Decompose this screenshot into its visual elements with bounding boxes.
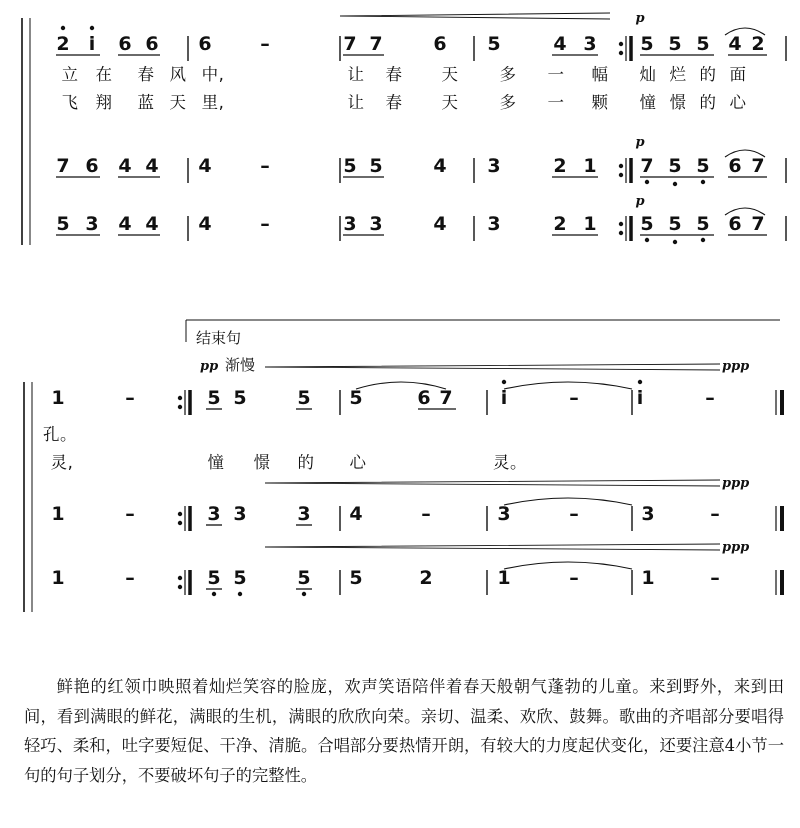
note-s1-alto: 3 — [487, 155, 501, 177]
note-s1-alto: 1 — [583, 155, 597, 177]
note-s1-alto: 5 — [343, 155, 357, 177]
hairpin — [265, 364, 720, 370]
note-s2-soprano: 1 — [51, 387, 65, 409]
lyric-verse1: 立 — [61, 65, 79, 84]
note-s2-bass: 5 — [233, 567, 247, 589]
note-s1-bass: 3 — [369, 213, 383, 235]
slur — [356, 382, 446, 389]
note-s1-bass: 5 — [640, 213, 654, 235]
note-s2-soprano: i — [636, 387, 644, 409]
lyric-verse1: 多 — [499, 65, 517, 84]
note-s1-bass: – — [260, 213, 270, 235]
note-s1-soprano: 2 — [56, 33, 70, 55]
octave-dot — [212, 592, 215, 595]
note-s1-soprano: 7 — [343, 33, 357, 55]
lyric-verse2: 蓝 — [137, 93, 155, 112]
note-s1-bass: 4 — [433, 213, 447, 235]
octave-dot — [302, 592, 305, 595]
lyric-verse2: 翔 — [95, 93, 113, 112]
note-s2-alto: 4 — [349, 503, 363, 525]
note-s1-soprano: 7 — [369, 33, 383, 55]
dynamic-p: p — [635, 135, 645, 150]
note-s1-alto: 5 — [369, 155, 383, 177]
note-s1-soprano: 5 — [696, 33, 710, 55]
note-s1-alto: 6 — [85, 155, 99, 177]
lyric-verse2: 天 — [441, 93, 459, 112]
dynamic-pp: pp — [200, 359, 219, 374]
lyric-verse1: 一 — [547, 65, 565, 84]
lyric-verse2: 憧 — [639, 93, 657, 112]
note-s1-bass: 4 — [145, 213, 159, 235]
lyric-verse2: 颗 — [591, 93, 609, 112]
note-s1-soprano: 5 — [487, 33, 501, 55]
note-s2-alto: 3 — [207, 503, 221, 525]
note-s1-alto: – — [260, 155, 270, 177]
note-s2-alto: 3 — [233, 503, 247, 525]
dynamic-ppp: ppp — [722, 359, 750, 374]
note-s1-alto: 7 — [751, 155, 765, 177]
note-s1-alto: 5 — [696, 155, 710, 177]
lyric-verse1: 烂 — [669, 65, 687, 84]
note-s1-alto: 4 — [198, 155, 212, 177]
note-s1-bass: 2 — [553, 213, 567, 235]
note-s2-bass: – — [569, 567, 579, 589]
repeat-dot — [619, 231, 622, 234]
note-s1-bass: 1 — [583, 213, 597, 235]
note-s2-soprano: 5 — [349, 387, 363, 409]
note-s2-soprano: – — [569, 387, 579, 409]
slur — [504, 498, 632, 505]
note-s1-soprano: 3 — [583, 33, 597, 55]
lyric-verse2: 飞 — [61, 93, 79, 112]
note-s1-soprano: 6 — [198, 33, 212, 55]
repeat-dot — [619, 164, 622, 167]
note-s2-alto: 3 — [297, 503, 311, 525]
lyric-verse2: 憬 — [669, 93, 687, 112]
note-s2-soprano: 5 — [233, 387, 247, 409]
note-s1-bass: 6 — [728, 213, 742, 235]
lyric-verse2: 灵。 — [493, 453, 527, 472]
lyric-verse2: 灵, — [50, 453, 74, 472]
note-s1-bass: 7 — [751, 213, 765, 235]
note-s2-soprano: i — [500, 387, 508, 409]
note-s2-alto: – — [569, 503, 579, 525]
note-s1-soprano: 6 — [145, 33, 159, 55]
note-s2-bass: 1 — [497, 567, 511, 589]
note-s2-bass: 5 — [297, 567, 311, 589]
octave-dot — [645, 180, 648, 183]
lyric-verse2: 憬 — [253, 453, 271, 472]
note-s1-alto: 6 — [728, 155, 742, 177]
note-s1-soprano: 5 — [668, 33, 682, 55]
repeat-dot — [178, 512, 181, 515]
repeat-dot — [619, 173, 622, 176]
note-s1-bass: 4 — [198, 213, 212, 235]
dynamic-p: p — [635, 194, 645, 209]
note-s1-bass: 5 — [668, 213, 682, 235]
dynamic-p: p — [635, 11, 645, 26]
note-s2-soprano: 5 — [297, 387, 311, 409]
note-s2-bass: 1 — [641, 567, 655, 589]
lyric-verse2: 心 — [729, 93, 747, 112]
note-s1-bass: 3 — [487, 213, 501, 235]
note-s1-soprano: 4 — [553, 33, 567, 55]
dynamic-ppp: ppp — [722, 476, 750, 491]
note-s1-bass: 5 — [696, 213, 710, 235]
note-s1-bass: 4 — [118, 213, 132, 235]
octave-dot — [61, 26, 64, 29]
note-s2-soprano: – — [705, 387, 715, 409]
note-s2-bass: 2 — [419, 567, 433, 589]
lyric-verse1: 中, — [201, 65, 225, 84]
note-s1-soprano: 6 — [433, 33, 447, 55]
note-s1-soprano: 6 — [118, 33, 132, 55]
note-s1-soprano: 2 — [751, 33, 765, 55]
hairpin — [265, 480, 720, 486]
dynamic-ppp: ppp — [722, 540, 750, 555]
lyric-verse2: 里, — [201, 93, 225, 112]
note-s2-bass: 5 — [207, 567, 221, 589]
lyric-verse1: 春 — [385, 65, 403, 84]
note-s2-soprano: 5 — [207, 387, 221, 409]
repeat-dot — [619, 42, 622, 45]
note-s2-alto: 3 — [497, 503, 511, 525]
score-notes — [43, 11, 765, 589]
repeat-dot — [178, 521, 181, 524]
lyric-verse2: 天 — [169, 93, 187, 112]
note-s1-alto: 7 — [640, 155, 654, 177]
octave-dot — [701, 238, 704, 241]
repeat-dot — [178, 405, 181, 408]
lyric-verse1: 幅 — [591, 65, 609, 84]
note-s1-alto: 4 — [433, 155, 447, 177]
note-s1-soprano: 5 — [640, 33, 654, 55]
octave-dot — [90, 26, 93, 29]
note-s1-bass: 3 — [85, 213, 99, 235]
note-s2-bass: – — [125, 567, 135, 589]
lyric-verse2: 让 — [347, 93, 365, 112]
lyric-verse2: 憧 — [207, 453, 225, 472]
lyric-verse1: 天 — [441, 65, 459, 84]
note-s2-soprano: 7 — [439, 387, 453, 409]
slur — [504, 562, 632, 569]
note-s1-alto: 4 — [118, 155, 132, 177]
note-s1-bass: 3 — [343, 213, 357, 235]
note-s2-alto: 3 — [641, 503, 655, 525]
lyric-verse1: 孔。 — [43, 425, 77, 444]
octave-dot — [645, 238, 648, 241]
note-s1-alto: 2 — [553, 155, 567, 177]
slur — [504, 382, 632, 389]
lyric-verse2: 一 — [547, 93, 565, 112]
note-s2-alto: – — [125, 503, 135, 525]
note-s2-soprano: – — [125, 387, 135, 409]
lyric-verse1: 面 — [729, 65, 747, 84]
note-s1-bass: 5 — [56, 213, 70, 235]
note-s2-bass: – — [710, 567, 720, 589]
note-s2-alto: 1 — [51, 503, 65, 525]
lyric-verse2: 心 — [349, 453, 367, 472]
repeat-dot — [619, 51, 622, 54]
note-s1-soprano: – — [260, 33, 270, 55]
note-s1-alto: 5 — [668, 155, 682, 177]
octave-dot — [673, 182, 676, 185]
note-s1-alto: 7 — [56, 155, 70, 177]
octave-dot — [638, 380, 641, 383]
tempo-marking: 渐慢 — [225, 356, 256, 374]
lyric-verse2: 多 — [499, 93, 517, 112]
octave-dot — [238, 592, 241, 595]
repeat-dot — [619, 222, 622, 225]
lyric-verse1: 的 — [699, 65, 717, 84]
hairpin — [265, 544, 720, 550]
repeat-dot — [178, 396, 181, 399]
lyric-verse1: 让 — [347, 65, 365, 84]
note-s1-soprano: i — [88, 33, 96, 55]
note-s2-bass: 5 — [349, 567, 363, 589]
lyric-verse1: 灿 — [639, 65, 657, 84]
lyric-verse1: 风 — [169, 65, 187, 84]
repeat-dot — [178, 576, 181, 579]
note-s1-soprano: 4 — [728, 33, 742, 55]
hairpin — [340, 13, 610, 19]
note-s2-soprano: 6 — [417, 387, 431, 409]
note-s2-alto: – — [421, 503, 431, 525]
lyric-verse1: 在 — [95, 65, 113, 84]
section-label: 结束句 — [196, 329, 242, 347]
repeat-dot — [178, 585, 181, 588]
octave-dot — [701, 180, 704, 183]
lyric-verse2: 春 — [385, 93, 403, 112]
octave-dot — [502, 380, 505, 383]
note-s1-alto: 4 — [145, 155, 159, 177]
lyric-verse2: 的 — [699, 93, 717, 112]
lyric-verse2: 的 — [297, 453, 315, 472]
commentary-text: 鲜艳的红领巾映照着灿烂笑容的脸庞，欢声笑语陪伴着春天般朝气蓬勃的儿童。来到野外，来到田间，看到满眼的鲜花，满眼的生机，满眼的欣欣向荣。亲切、温柔、欢欣、鼓舞。歌曲的齐唱部分要唱得轻巧、柔和，吐字要短促、干净、清脆。合唱部分要热情开朗，有较大的力度起伏变化，还要注意4小节一句的句子划分，不要破坏句子的完整性。 — [24, 677, 784, 785]
octave-dot — [673, 240, 676, 243]
lyric-verse1: 春 — [137, 65, 155, 84]
note-s2-bass: 1 — [51, 567, 65, 589]
note-s2-alto: – — [710, 503, 720, 525]
